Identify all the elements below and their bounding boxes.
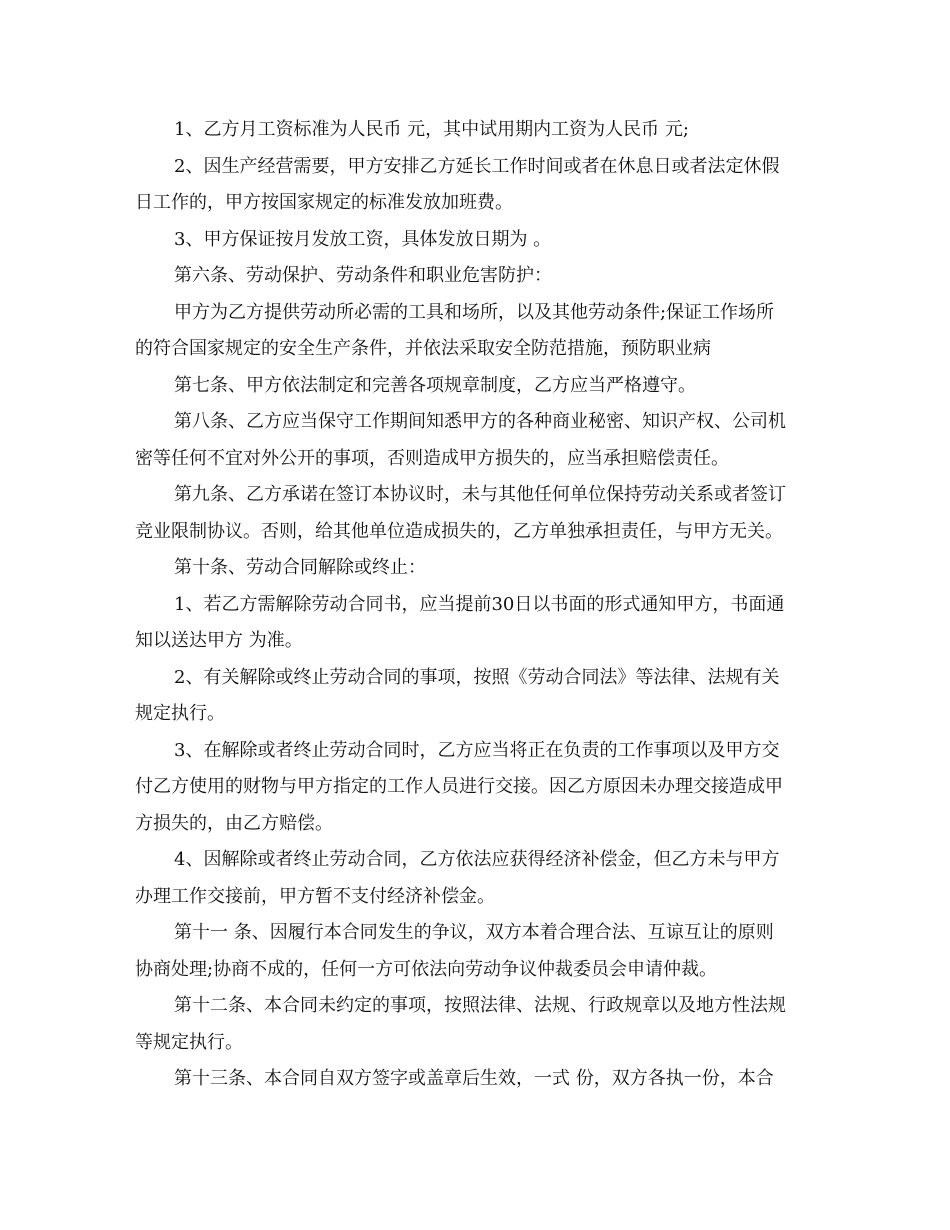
paragraph xyxy=(135,988,815,1061)
paragraph-line: 3、甲方保证按月发放工资，具体发放日期为 。 xyxy=(174,228,552,250)
paragraph-line: 1、乙方月工资标准为人民币 元，其中试用期内工资为人民币 元; xyxy=(174,119,689,140)
paragraph xyxy=(135,842,815,915)
paragraph-line: 第十二条、本合同未约定的事项，按照法律、法规、行政规章以及地方性法规 xyxy=(174,995,786,1016)
paragraph-line: 竞业限制协议。否则，给其他单位造成损失的，乙方单独承担责任，与甲方无关。 xyxy=(135,520,783,542)
paragraph-line: 的符合国家规定的安全生产条件，并依法采取安全防范措施，预防职业病 xyxy=(135,338,711,359)
paragraph xyxy=(135,915,815,988)
paragraph-line: 第八条、乙方应当保守工作期间知悉甲方的各种商业秘密、知识产权、公司机 xyxy=(174,411,786,432)
paragraph-line: 第六条、劳动保护、劳动条件和职业危害防护： xyxy=(174,265,552,286)
paragraph xyxy=(135,1061,815,1098)
paragraph-line: 4、因解除或者终止劳动合同，乙方依法应获得经济补偿金，但乙方未与甲方 xyxy=(174,849,780,870)
paragraph xyxy=(135,258,815,295)
paragraph-line: 付乙方使用的财物与甲方指定的工作人员进行交接。因乙方原因未办理交接造成甲 xyxy=(135,776,783,797)
paragraph-line: 第九条、乙方承诺在签订本协议时，未与其他任何单位保持劳动关系或者签订 xyxy=(174,484,786,505)
paragraph xyxy=(135,477,815,550)
paragraph-line: 规定执行。 xyxy=(135,703,225,724)
paragraph-line: 等规定执行。 xyxy=(135,1031,243,1053)
paragraph-line: 办理工作交接前，甲方暂不支付经济补偿金。 xyxy=(135,885,495,907)
paragraph xyxy=(135,550,815,587)
paragraph xyxy=(135,660,815,733)
paragraph-line: 2、有关解除或终止劳动合同的事项，按照《劳动合同法》等法律、法规有关 xyxy=(174,666,780,688)
paragraph xyxy=(135,295,815,368)
paragraph-line: 第十三条、本合同自双方签字或盖章后生效，一式 份，双方各执一份，本合 xyxy=(174,1068,774,1089)
paragraph-line: 甲方为乙方提供劳动所必需的工具和场所，以及其他劳动条件;保证工作场所 xyxy=(174,301,775,323)
paragraph xyxy=(135,368,815,405)
paragraph-line: 密等任何不宜对外公开的事项，否则造成甲方损失的，应当承担赔偿责任。 xyxy=(135,447,729,469)
paragraph xyxy=(135,112,815,149)
paragraph-line: 协商处理;协商不成的，任何一方可依法向劳动争议仲裁委员会申请仲裁。 xyxy=(135,958,718,980)
paragraph-line: 方损失的，由乙方赔偿。 xyxy=(135,812,333,834)
paragraph-line: 3、在解除或者终止劳动合同时，乙方应当将正在负责的工作事项以及甲方交 xyxy=(174,739,780,761)
paragraph xyxy=(135,222,815,259)
paragraph-line: 1、若乙方需解除劳动合同书，应当提前30日以书面的形式通知甲方，书面通 xyxy=(174,593,785,615)
paragraph-line: 2、因生产经营需要，甲方安排乙方延长工作时间或者在休息日或者法定休假 xyxy=(174,155,780,177)
paragraph-line: 第十条、劳动合同解除或终止： xyxy=(174,557,426,578)
paragraph-line: 知以送达甲方 为准。 xyxy=(135,630,303,651)
paragraph xyxy=(135,149,815,222)
paragraph-line: 日工作的，甲方按国家规定的标准发放加班费。 xyxy=(135,192,513,213)
paragraph xyxy=(135,587,815,660)
paragraph-line: 第七条、甲方依法制定和完善各项规章制度，乙方应当严格遵守。 xyxy=(174,374,696,396)
document-body xyxy=(135,112,815,1098)
paragraph-line: 第十一 条、因履行本合同发生的争议，双方本着合理合法、互谅互让的原则 xyxy=(174,922,774,943)
paragraph xyxy=(135,404,815,477)
paragraph xyxy=(135,733,815,843)
